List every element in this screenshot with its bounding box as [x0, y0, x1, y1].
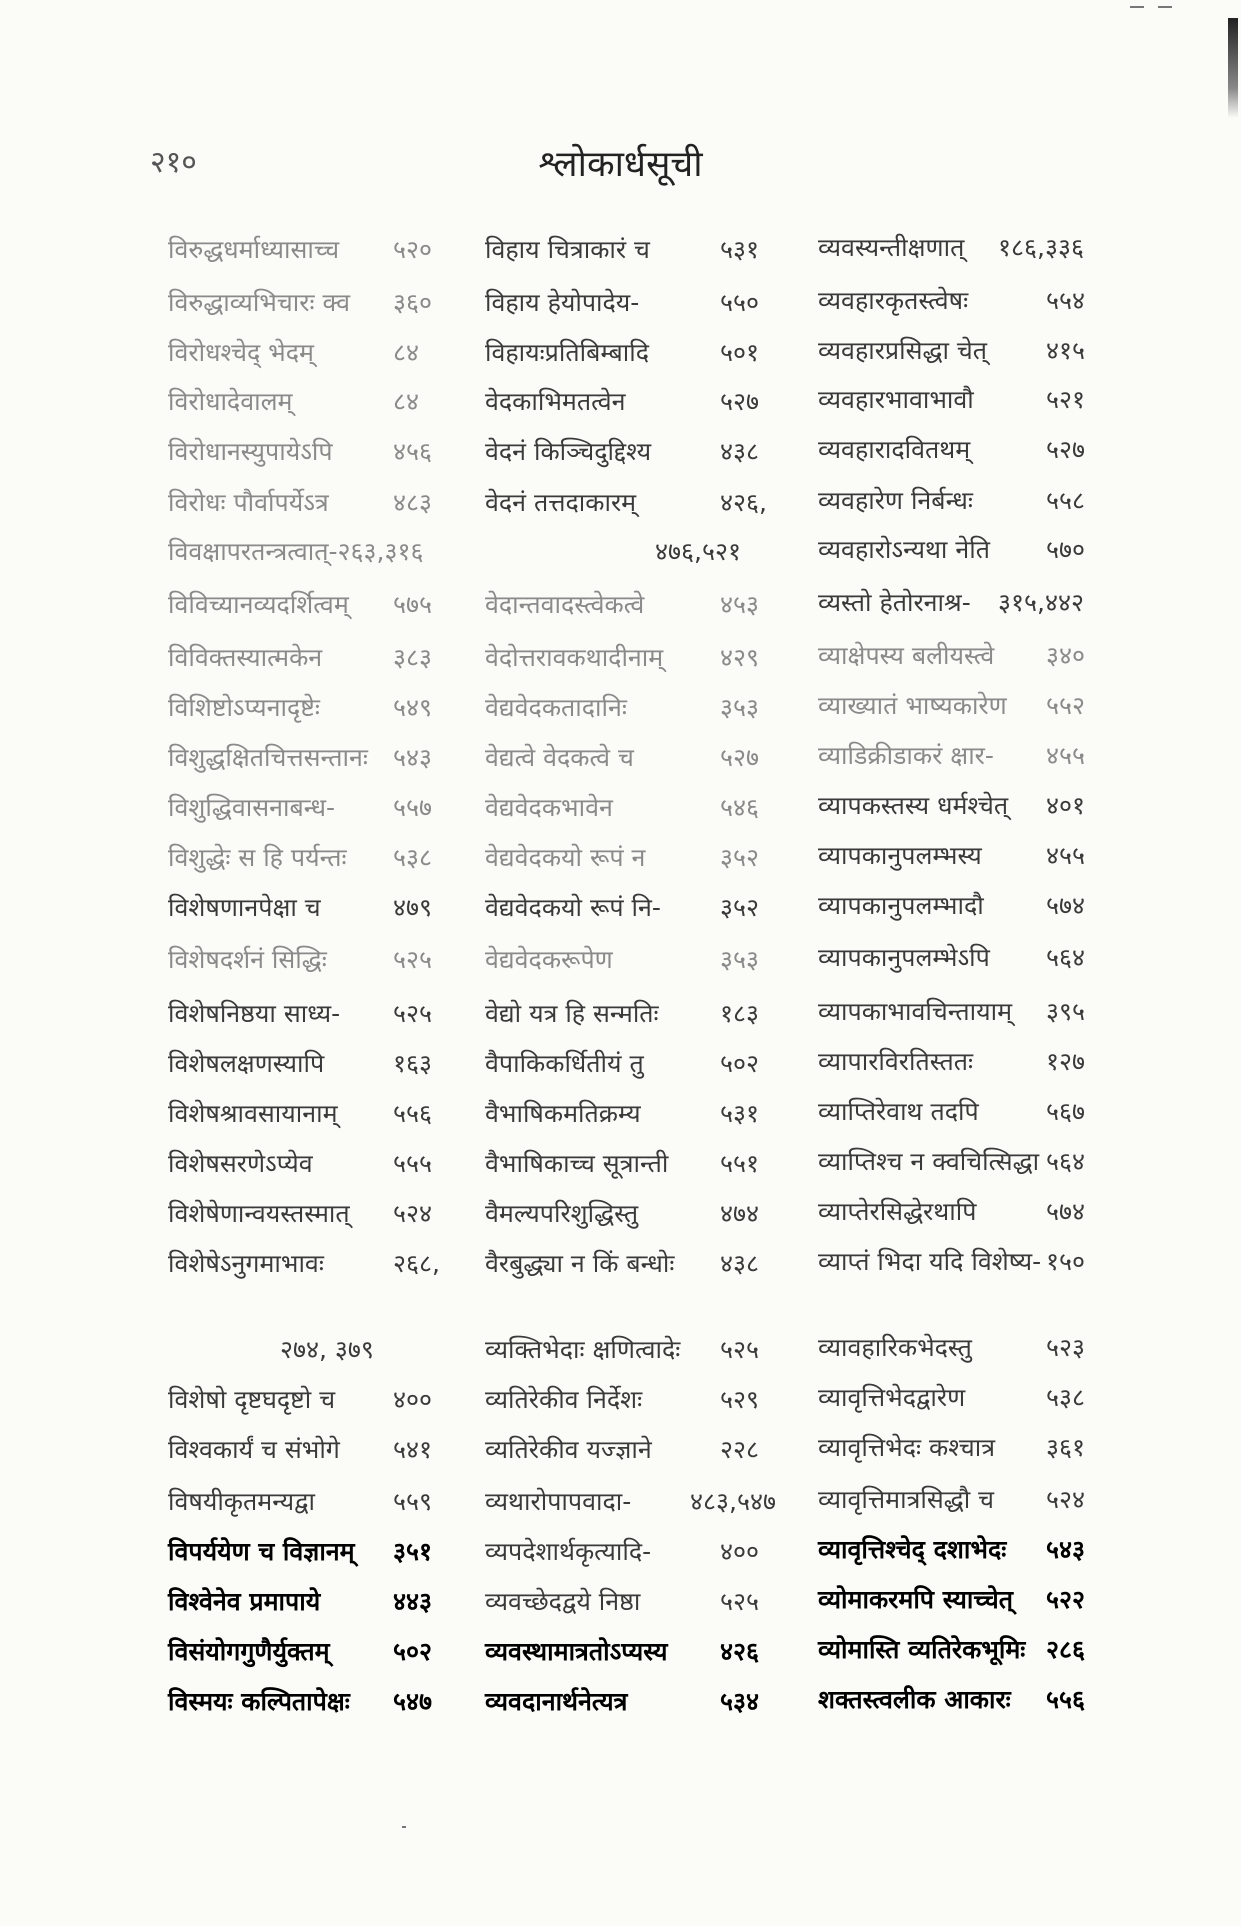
entry-page-ref: ५४७ — [393, 1687, 433, 1716]
index-entry — [485, 333, 785, 373]
entry-verse: विरोधादेवालम् — [168, 387, 293, 416]
entry-verse: व्याप्तिश्च न क्वचित्सिद्धा — [818, 1147, 1040, 1176]
entry-verse: व्यावृत्तिमात्रसिद्धौ च — [818, 1485, 995, 1514]
index-entry — [818, 1480, 1118, 1520]
index-entry — [168, 838, 460, 878]
entry-verse: विशुद्धेः स हि पर्यन्तः — [168, 843, 347, 872]
entry-verse: व्यवहारप्रसिद्धा चेत् — [818, 336, 988, 365]
entry-verse: व्यवहारोऽन्यथा नेति — [818, 535, 990, 564]
index-entry — [818, 380, 1118, 420]
index-entry — [818, 1042, 1118, 1082]
scan-edge-mark — [1228, 18, 1238, 118]
entry-page-ref: ५४३ — [1046, 1535, 1086, 1564]
entry-verse: विश्वकार्यं च संभोगे — [168, 1435, 340, 1464]
entry-page-ref: ५५६ — [1046, 1685, 1086, 1714]
entry-verse: वेदनं किञ्चिदुद्दिश्य — [485, 437, 652, 466]
entry-verse: विशेषेऽनुगमाभावः — [168, 1249, 324, 1278]
index-entry — [168, 333, 460, 373]
entry-page-ref: ५२९ — [720, 1385, 760, 1414]
entry-page-ref: ५२५ — [720, 1335, 760, 1364]
entry-page-ref: ५४१ — [393, 1435, 433, 1464]
index-entry — [485, 1330, 785, 1370]
entry-verse: विशेषसरणेऽप्येव — [168, 1149, 313, 1178]
entry-verse: विरोधानस्युपायेऽपि — [168, 437, 333, 466]
index-entry — [485, 1044, 785, 1084]
entry-page-ref: २२८ — [720, 1435, 760, 1464]
entry-verse: विरुद्धाव्यभिचारः क्व — [168, 288, 350, 317]
index-entry — [485, 1380, 785, 1420]
entry-verse: व्याक्षेपस्य बलीयस्त्वे — [818, 641, 995, 670]
entry-page-ref: ५७० — [1046, 535, 1086, 564]
entry-verse: व्यवहारादवितथम् — [818, 435, 971, 464]
entry-page-ref: ५५९ — [393, 1487, 433, 1516]
entry-page-ref: ३४० — [1046, 641, 1086, 670]
entry-verse: विशेषलक्षणस्यापि — [168, 1049, 325, 1078]
index-entry — [485, 788, 785, 828]
index-entry — [818, 786, 1118, 826]
entry-page-ref: ५२५ — [393, 999, 433, 1028]
entry-verse: वेद्यो यत्र हि सन्मतिः — [485, 999, 659, 1028]
entry-page-ref: ५७५ — [393, 590, 433, 619]
index-entry — [168, 1380, 460, 1420]
index-entry — [818, 686, 1118, 726]
index-entry — [818, 1630, 1118, 1670]
index-entry — [818, 1192, 1118, 1232]
index-entry — [485, 1094, 785, 1134]
entry-page-ref: ५२१ — [1046, 385, 1086, 414]
scan-dot — [402, 1826, 406, 1828]
entry-verse: व्योमास्ति व्यतिरेकभूमिः — [818, 1635, 1026, 1664]
index-entry — [818, 736, 1118, 776]
index-entry — [485, 432, 785, 472]
entry-verse: विसंयोगगुणैर्युक्तम् — [168, 1637, 330, 1666]
entry-verse: वेदान्तवादस्त्वेकत्वे — [485, 590, 645, 619]
entry-page-ref: ३५३ — [720, 693, 760, 722]
entry-page-ref: ४७४ — [720, 1199, 760, 1228]
index-entry — [485, 483, 785, 523]
index-entry — [485, 283, 785, 323]
entry-verse: व्यापकानुपलम्भादौ — [818, 891, 984, 920]
index-entry — [168, 1532, 460, 1572]
index-entry — [168, 1430, 460, 1470]
entry-page-ref: ३८३ — [393, 643, 433, 672]
entry-page-ref: ५५७ — [393, 793, 433, 822]
entry-page-ref: ५५४ — [1046, 286, 1086, 315]
entry-verse: विशेषनिष्ठया साध्य- — [168, 999, 341, 1028]
index-entry — [485, 738, 785, 778]
entry-verse: व्यवस्यन्तीक्षणात् — [818, 233, 965, 262]
entry-verse: वेद्यवेदकरूपेण — [485, 945, 613, 974]
entry-verse: वैरबुद्ध्या न किं बन्धोः — [485, 1249, 675, 1278]
entry-verse: विरुद्धधर्माध्यासाच्च — [168, 235, 340, 264]
index-entry — [168, 432, 460, 472]
entry-verse: व्यक्तिभेदाः क्षणित्वादेः — [485, 1335, 681, 1364]
index-entry — [168, 1482, 460, 1522]
index-entry — [818, 992, 1118, 1032]
index-entry — [818, 636, 1118, 676]
index-entry — [818, 886, 1118, 926]
entry-verse: व्यावृत्तिश्चेद् दशाभेदः — [818, 1535, 1007, 1564]
entry-page-ref: २६८, — [393, 1249, 440, 1278]
index-entry — [168, 1044, 460, 1084]
index-entry — [168, 688, 460, 728]
entry-verse: विशुद्धक्षितचित्तसन्तानः — [168, 743, 368, 772]
entry-verse: वेद्यवेदकयो रूपं नि- — [485, 893, 661, 922]
entry-page-ref: ५५० — [720, 288, 760, 317]
index-entry — [818, 331, 1118, 371]
entry-page-ref: १५० — [1046, 1247, 1086, 1276]
index-entry — [485, 1430, 785, 1470]
entry-page-ref: ८४ — [393, 387, 420, 416]
entry-verse: व्याप्तिरेवाथ तदपि — [818, 1097, 979, 1126]
entry-verse: व्याख्यातं भाष्यकारेण — [818, 691, 1007, 720]
entry-verse: वेदकाभिमतत्वेन — [485, 387, 626, 416]
index-entry — [818, 1530, 1118, 1570]
entry-verse: व्यतिरेकीव यज्ज्ञाने — [485, 1435, 652, 1464]
entry-page-ref: ५५६ — [393, 1099, 433, 1128]
entry-page-ref: ५३८ — [393, 843, 433, 872]
index-entry — [485, 1632, 785, 1672]
entry-page-ref: ४७९ — [393, 893, 433, 922]
entry-verse: विशेषश्रावसायानाम् — [168, 1099, 338, 1128]
entry-page-ref: ४८३ — [393, 488, 433, 517]
entry-verse: व्यापकानुपलम्भस्य — [818, 841, 982, 870]
index-entry — [818, 1680, 1118, 1720]
index-entry — [485, 1532, 785, 1572]
entry-verse: विश्वेनेव प्रमापाये — [168, 1587, 321, 1616]
entry-verse: विस्मयः कल्पितापेक्षः — [168, 1687, 350, 1716]
entry-verse: व्यावहारिकभेदस्तु — [818, 1333, 972, 1362]
scan-edge-dash — [1158, 6, 1172, 8]
entry-page-ref: ५५५ — [393, 1149, 433, 1178]
entry-verse: विशेषो दृष्टघदृष्टो च — [168, 1385, 336, 1414]
entry-page-ref: ५२३ — [1046, 1333, 1086, 1362]
entry-verse: वेद्यवेदकभावेन — [485, 793, 613, 822]
entry-page-ref: ५४६ — [720, 793, 760, 822]
entry-verse: वेद्यवेदकतादानिः — [485, 693, 627, 722]
index-entry — [485, 1194, 785, 1234]
index-entry — [168, 788, 460, 828]
entry-verse: वैभाषिकमतिक्रम्य — [485, 1099, 641, 1128]
entry-verse: व्यवहारकृतस्त्वेषः — [818, 286, 969, 315]
entry-verse: व्यपदेशार्थकृत्यादि- — [485, 1537, 652, 1566]
index-entry — [168, 888, 460, 928]
index-entry — [818, 281, 1118, 321]
entry-page-ref: ५२५ — [393, 945, 433, 974]
entry-page-ref: ३६१ — [1046, 1433, 1086, 1462]
index-entry — [485, 940, 785, 980]
entry-page-ref: ४५३ — [720, 590, 760, 619]
entry-page-ref: ४२९ — [720, 643, 760, 672]
index-entry — [168, 585, 460, 625]
index-entry — [818, 1580, 1118, 1620]
entry-verse: व्यावृत्तिभेदद्वारेण — [818, 1383, 966, 1412]
entry-page-ref: ४३८ — [720, 1249, 760, 1278]
index-entry — [168, 994, 460, 1034]
scan-edge-dash — [1130, 6, 1144, 8]
index-entry — [818, 583, 1118, 623]
entry-page-ref: ५६४ — [1046, 1147, 1086, 1176]
index-entry — [485, 838, 785, 878]
entry-page-ref: ४२६ — [720, 1637, 760, 1666]
entry-page-ref: ५७४ — [1046, 891, 1086, 920]
index-entry — [818, 1428, 1118, 1468]
index-entry — [168, 283, 460, 323]
entry-verse: व्यतिरेकीव निर्देशः — [485, 1385, 643, 1414]
entry-verse: विशेषेणान्वयस्तस्मात् — [168, 1199, 350, 1228]
entry-verse: वेद्यत्वे वेदकत्वे च — [485, 743, 634, 772]
index-entry — [168, 1094, 460, 1134]
index-entry — [168, 1194, 460, 1234]
entry-page-ref: ३६० — [393, 288, 433, 317]
index-entry — [818, 530, 1118, 570]
index-entry — [485, 688, 785, 728]
entry-page-ref: ५६७ — [1046, 1097, 1086, 1126]
index-entry — [485, 888, 785, 928]
entry-page-ref: ५५१ — [720, 1149, 760, 1178]
entry-page-ref: ३५२ — [720, 843, 760, 872]
continuation-numbers: २७४, ३७९ — [280, 1335, 374, 1364]
entry-page-ref: ५२७ — [720, 387, 760, 416]
index-entry — [485, 532, 785, 572]
entry-page-ref: ५२४ — [1046, 1485, 1086, 1514]
index-entry — [818, 1242, 1118, 1282]
index-entry — [168, 1244, 460, 1284]
entry-verse: व्याडिक्रीडाकरं क्षार- — [818, 741, 994, 770]
entry-page-ref: ३९५ — [1046, 997, 1086, 1026]
page-title: श्लोकार्धसूची — [538, 144, 703, 185]
entry-verse: व्यवहारेण निर्बन्धः — [818, 486, 973, 515]
entry-verse: व्यावृत्तिभेदः कश्चात्र — [818, 1433, 995, 1462]
entry-verse: विषयीकृतमन्यद्वा — [168, 1487, 315, 1516]
entry-verse: व्यापकस्तस्य धर्मश्चेत् — [818, 791, 1009, 820]
entry-page-ref: १६३ — [393, 1049, 433, 1078]
entry-page-ref: ४८३,५४७ — [690, 1487, 776, 1516]
entry-verse: व्योमाकरमपि स्याच्चेत् — [818, 1585, 1013, 1614]
entry-page-ref: ४५६ — [393, 437, 433, 466]
entry-verse: विपर्ययेण च विज्ञानम् — [168, 1537, 355, 1566]
entry-verse: विशिष्टोऽप्यनादृष्टेः — [168, 693, 320, 722]
index-entry — [168, 230, 460, 270]
index-entry — [485, 1144, 785, 1184]
entry-verse: विहाय हेयोपादेय- — [485, 288, 640, 317]
entry-verse: वैपाकिकर्धितीयं तु — [485, 1049, 644, 1078]
index-entry — [818, 481, 1118, 521]
entry-page-ref: ३५१ — [393, 1537, 433, 1566]
index-entry — [818, 430, 1118, 470]
index-entry — [818, 938, 1118, 978]
entry-page-ref: १८६,३३६ — [998, 233, 1084, 262]
entry-verse: विरोधश्चेद् भेदम् — [168, 338, 314, 367]
entry-page-ref: ५२७ — [720, 743, 760, 772]
index-entry — [485, 1482, 785, 1522]
entry-verse: व्यापारविरतिस्ततः — [818, 1047, 974, 1076]
entry-page-ref: २८६ — [1046, 1635, 1086, 1664]
entry-page-ref: ४०१ — [1046, 791, 1086, 820]
entry-page-ref: ४४३ — [393, 1587, 433, 1616]
entry-page-ref: ५०२ — [720, 1049, 760, 1078]
entry-verse: व्यथारोपापवादा- — [485, 1487, 632, 1516]
entry-verse: व्यस्तो हेतोरनाश्र- — [818, 588, 971, 617]
index-entry — [168, 532, 460, 572]
entry-verse: विविच्यानव्यदर्शित्वम् — [168, 590, 349, 619]
index-entry — [168, 382, 460, 422]
entry-page-ref: ५३१ — [720, 1099, 760, 1128]
entry-page-ref: ५२२ — [1046, 1585, 1086, 1614]
entry-page-ref: ५३४ — [720, 1687, 760, 1716]
entry-page-ref: ३५३ — [720, 945, 760, 974]
entry-verse: विरोधः पौर्वापर्येऽत्र — [168, 488, 329, 517]
entry-page-ref: ५५२ — [1046, 691, 1086, 720]
entry-verse: विशेषणानपेक्षा च — [168, 893, 321, 922]
entry-verse: व्यवहारभावाभावौ — [818, 385, 974, 414]
entry-page-ref: ४०० — [393, 1385, 433, 1414]
entry-verse: विहायःप्रतिबिम्बादि — [485, 338, 650, 367]
entry-page-ref: ५५८ — [1046, 486, 1086, 515]
entry-page-ref: ५२० — [393, 235, 433, 264]
entry-page-ref: ५२७ — [1046, 435, 1086, 464]
entry-page-ref: ४५५ — [1046, 841, 1086, 870]
entry-verse: वेदनं तत्तदाकारम् — [485, 488, 637, 517]
entry-verse: वैभाषिकाच्च सूत्रान्ती — [485, 1149, 669, 1178]
index-entry — [485, 382, 785, 422]
entry-page-ref: ३१५,४४२ — [998, 588, 1084, 617]
entry-page-ref: ५०२ — [393, 1637, 433, 1666]
index-entry — [818, 228, 1118, 268]
entry-page-ref: ५७४ — [1046, 1197, 1086, 1226]
index-entry — [818, 1092, 1118, 1132]
index-entry — [168, 1682, 460, 1722]
entry-page-ref: ५३८ — [1046, 1383, 1086, 1412]
index-entry — [168, 1144, 460, 1184]
entry-page-ref: ५२४ — [393, 1199, 433, 1228]
entry-verse: वैमल्यपरिशुद्धिस्तु — [485, 1199, 639, 1228]
entry-verse: वेद्यवेदकयो रूपं न — [485, 843, 646, 872]
entry-verse: व्याप्तेरसिद्धेरथापि — [818, 1197, 977, 1226]
entry-verse: व्यापकानुपलम्भेऽपि — [818, 943, 990, 972]
entry-page-ref: ५२५ — [720, 1587, 760, 1616]
entry-page-ref: ४१५ — [1046, 336, 1086, 365]
index-entry — [485, 1244, 785, 1284]
index-entry — [818, 1328, 1118, 1368]
index-entry — [818, 836, 1118, 876]
index-entry — [168, 638, 460, 678]
entry-verse: व्यवस्थामात्रतोऽप्यस्य — [485, 1637, 668, 1666]
entry-page-ref: १८३ — [720, 999, 760, 1028]
index-entry — [168, 940, 460, 980]
entry-page-ref: ५४९ — [393, 693, 433, 722]
entry-verse: शक्तस्त्वलीक आकारः — [818, 1685, 1011, 1714]
entry-verse: विवक्षापरतन्त्रत्वात्-२६३,३१६ — [168, 537, 424, 566]
entry-page-ref: ८४ — [393, 338, 420, 367]
entry-page-ref: ४२६, — [720, 488, 767, 517]
entry-page-ref: ४०० — [720, 1537, 760, 1566]
index-entry — [485, 230, 785, 270]
entry-page-ref: ४३८ — [720, 437, 760, 466]
index-entry — [485, 1582, 785, 1622]
page-number: २१० — [150, 145, 197, 180]
entry-verse: व्यवच्छेदद्वये निष्ठा — [485, 1587, 641, 1616]
entry-page-ref: ५०१ — [720, 338, 760, 367]
index-entry — [485, 638, 785, 678]
entry-verse: वेदोत्तरावकथादीनाम् — [485, 643, 664, 672]
entry-page-ref: ५४३ — [393, 743, 433, 772]
entry-page-ref: ५३१ — [720, 235, 760, 264]
entry-page-ref: ५६४ — [1046, 943, 1086, 972]
index-entry — [168, 1632, 460, 1672]
index-entry — [485, 585, 785, 625]
entry-verse: व्यवदानार्थनेत्यत्र — [485, 1687, 628, 1716]
index-entry — [485, 994, 785, 1034]
index-entry — [168, 738, 460, 778]
index-entry — [168, 483, 460, 523]
entry-verse: विशुद्धिवासनाबन्ध- — [168, 793, 336, 822]
entry-verse: व्यापकाभावचिन्तायाम् — [818, 997, 1013, 1026]
entry-verse: विविक्तस्यात्मकेन — [168, 643, 323, 672]
entry-page-ref: ३५२ — [720, 893, 760, 922]
entry-verse: विशेषदर्शनं सिद्धिः — [168, 945, 327, 974]
entry-page-ref: ४५५ — [1046, 741, 1086, 770]
index-entry — [818, 1142, 1118, 1182]
index-entry — [168, 1582, 460, 1622]
entry-verse: व्याप्तं भिदा यदि विशेष्य- — [818, 1247, 1042, 1276]
index-entry — [818, 1378, 1118, 1418]
index-entry — [485, 1682, 785, 1722]
entry-page-ref: ४७६,५२१ — [655, 537, 741, 566]
entry-page-ref: १२७ — [1046, 1047, 1086, 1076]
entry-verse: विहाय चित्राकारं च — [485, 235, 650, 264]
